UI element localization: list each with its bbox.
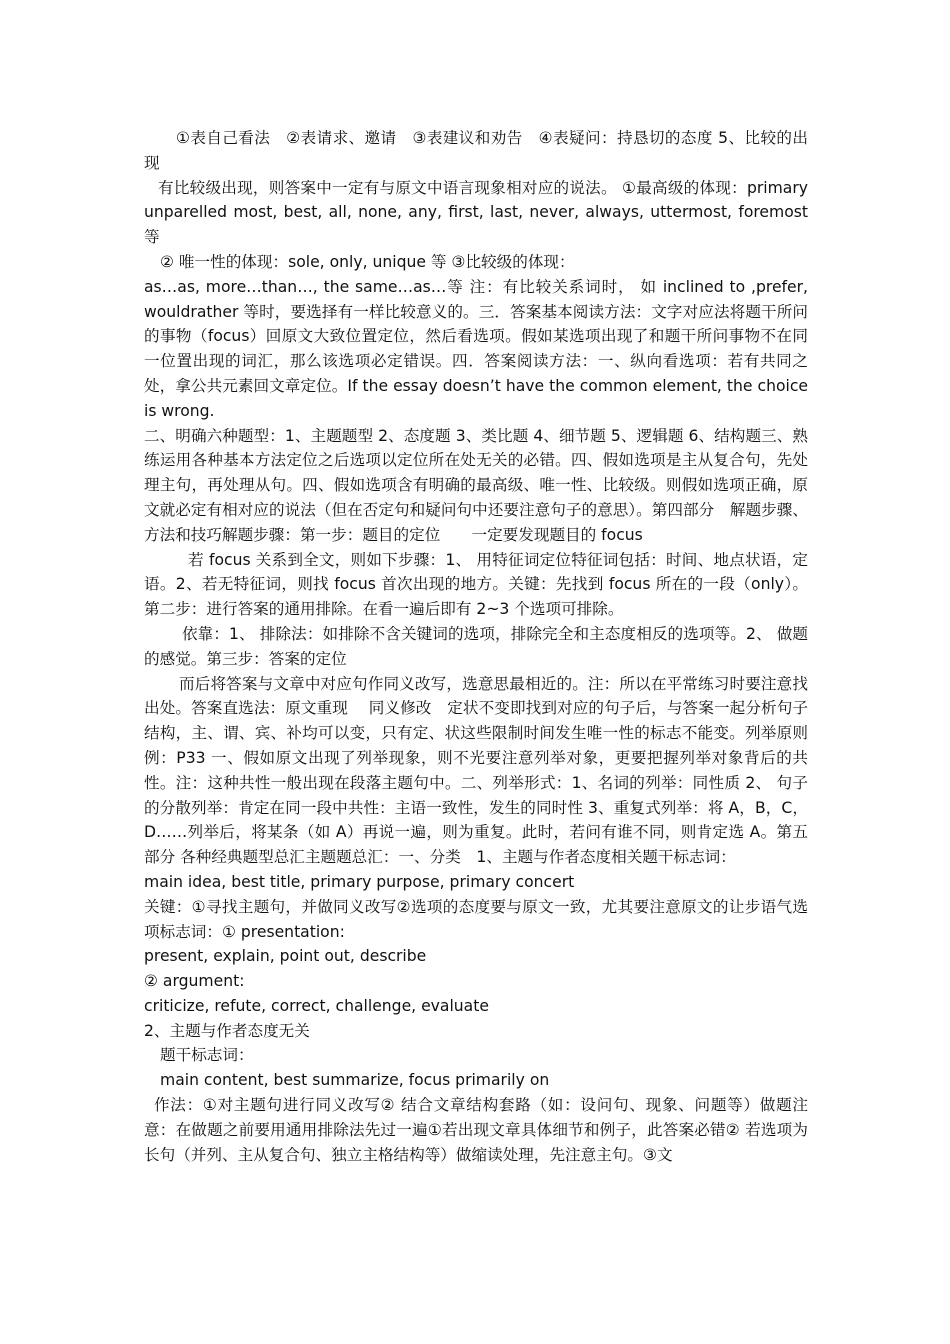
paragraph: ② 唯一性的体现：sole, only, unique 等 ③比较级的体现： (160, 252, 575, 271)
paragraph: criticize, refute, correct, challenge, evaluate (144, 996, 489, 1015)
paragraph: 题干标志词： (160, 1046, 254, 1065)
paragraph: 二、明确六种题型：1、主题题型 2、态度题 3、类比题 4、细节题 5、逻辑题 6、结构题三、熟练运用各种基本方法定位之后选项以定位所在处无关的必错。四、假如选项是主从复合句，先处理主句，再处理从句。四、假如选项含有明确的最高级、唯一性、比较级。则假如选项正确，原文就必定有相对应的说法（但在否定句和疑问句中还要注意句子的意思）。第四部分 解题步骤、方法和技巧解题步骤：第一步：题目的定位 一定要发现题目的 focus (144, 426, 808, 544)
paragraph: ①表自己看法 ②表请求、邀请 ③表建议和劝告 ④表疑问：持恳切的态度 5、比较的出现 (144, 129, 808, 172)
document-body (144, 126, 824, 1167)
paragraph: main content, best summarize, focus primarily on (160, 1071, 550, 1090)
paragraph: 2、主题与作者态度无关 (144, 1021, 310, 1040)
paragraph: ② argument: (144, 972, 245, 991)
paragraph: 依靠：1、 排除法：如排除不含关键词的选项，排除完全和主态度相反的选项等。2、 做题的感觉。第三步：答案的定位 (144, 624, 808, 668)
paragraph: 若 focus 关系到全文，则如下步骤：1、 用特征词定位特征词包括：时间、地点状语，定语。2、若无特征词，则找 focus 首次出现的地方。关键：先找到 focus 所在的一段（only）。第二步：进行答案的通用排除。在看一遍后即有 2~3 个选项可排除。 (144, 550, 808, 619)
paragraph: main idea, best title, primary purpose, primary concert (144, 872, 575, 891)
paragraph: 关键：①寻找主题句，并做同义改写②选项的态度要与原文一致，尤其要注意原文的让步语气选项标志词：① presentation: (144, 897, 808, 941)
paragraph: 而后将答案与文章中对应句作同义改写，选意思最相近的。注：所以在平常练习时要注意找出处。答案直选法：原文重现 同义修改 定状不变即找到对应的句子后，与答案一起分析句子结构，主、谓、宾、补均可以变，只有定、状这些限制时间发生唯一性的标志不能变。列举原则 例：P33 一、假如原文出现了列举现象，则不光要注意列举对象，更要把握列举对象背后的共性。注：这种共性一般出现在段落主题句中。二、列举形式：1、名词的列举：同性质 2、 句子的分散列举：肯定在同一段中共性：主语一致性，发生的同时性 3、重复式列举：将 A，B，C，D……列举后，将某条（如 A）再说一遍，则为重复。此时，若问有谁不同，则肯定选 A。第五部分 各种经典题型总汇主题题总汇：一、分类 1、主题与作者态度相关题干标志词： (144, 674, 824, 867)
paragraph: 作法：①对主题句进行同义改写② 结合文章结构套路（如：设问句、现象、问题等）做题注意：在做题之前要用通用排除法先过一遍①若出现文章具体细节和例子，此答案必错② 若选项为长句（并列、主从复合句、独立主格结构等）做缩读处理，先注意主句。③文 (144, 1096, 808, 1164)
paragraph: 有比较级出现，则答案中一定有与原文中语言现象相对应的说法。 ①最高级的体现：primary unparelled most, best, all, none, any, first, last, never, always, uttermost, foremost 等 (144, 178, 808, 247)
paragraph: present, explain, point out, describe (144, 947, 427, 966)
paragraph: as…as, more…than…, the same…as…等 注：有比较关系词时， 如 inclined to ,prefer, wouldrather 等时，要选择有一样比较意义的。三．答案基本阅读方法：文字对应法将题干所问的事物（focus）回原文大致位置定位，然后看选项。假如某选项出现了和题干所问事物不在同一位置出现的词汇，那么该选项必定错误。四．答案阅读方法：一、纵向看选项：若有共同之处，拿公共元素回文章定位。If the essay doesn’t have the common element, the choice is wrong. (144, 277, 808, 420)
